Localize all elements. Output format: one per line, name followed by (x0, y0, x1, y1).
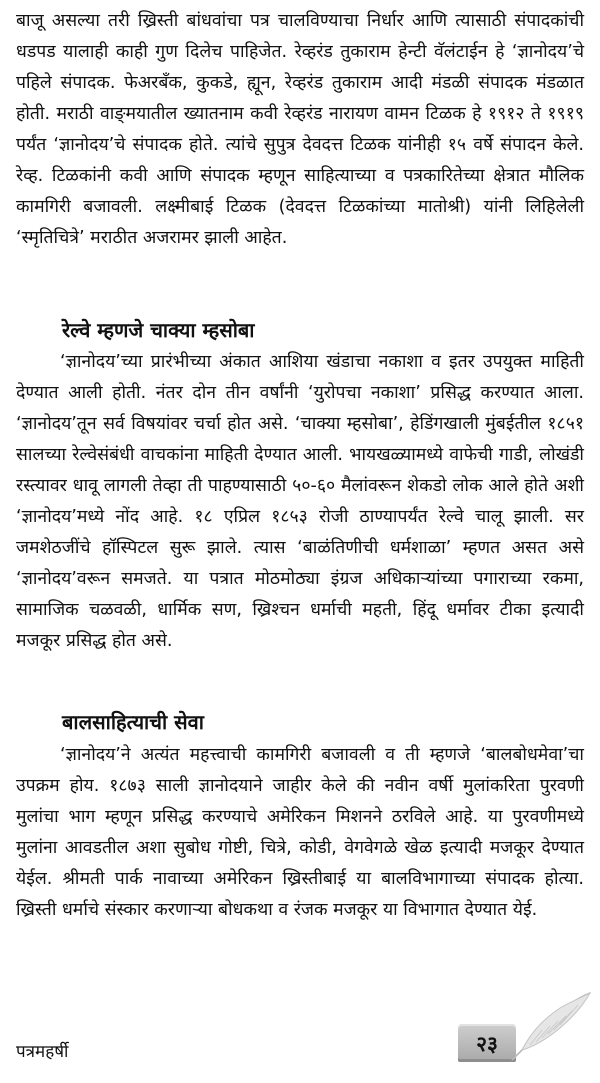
paragraph-3 (16, 740, 584, 926)
paragraph-2-text: ‘ज्ञानोदय’च्या प्रारंभीच्या अंकात आशिया खंडाचा नकाशा व इतर उपयुक्त माहिती देण्यात आली होती. नंतर दोन तीन वर्षांनी ‘युरोपचा नकाशा’ प्रसिद्ध करण्यात आला. ‘ज्ञानोदय’तून सर्व विषयांवर चर्चा होत असे. ‘चाक्या म्हसोबा’, हेडिंगखाली मुंबईतील १८५१ सालच्या रेल्वेसंबंधी वाचकांना माहिती देण्यात आली. भायखळ्यामध्ये वाफेची गाडी, लोखंडी रस्त्यावर धावू लागली तेव्हा ती पाहण्यासाठी ५०-६० मैलांवरून शेकडो लोक आले होते अशी ‘ज्ञानोदय’मध्ये नोंद आहे. १८ एप्रिल १८५३ रोजी ठाण्यापर्यंत रेल्वे चालू झाली. सर जमशेठजींचे हॉस्पिटल सुरू झाले. त्यास ‘बाळंतिणीची धर्मशाळा’ म्हणत असत असे ‘ज्ञानोदय’वरून समजते. या पत्रात मोठमोठ्या इंग्रज अधिकाऱ्यांच्या पगाराच्या रकमा, सामाजिक चळवळी, धार्मिक सण, ख्रिश्चन धर्माची महती, हिंदू धर्मावर टीका इत्यादी मजकूर प्रसिद्ध होत असे. (16, 352, 584, 651)
paragraph-2 (16, 347, 584, 657)
page-number: २३ (476, 1032, 498, 1056)
paragraph-1: बाजू असल्या तरी ख्रिस्ती बांधवांचा पत्र चालविण्याचा निर्धार आणि त्यासाठी संपादकांची धडपड यालाही काही गुण दिलेच पाहिजेत. रेव्हरंड तुकाराम हेन्टी वॅलंटाईन हे ‘ज्ञानोदय’चे पहिले संपादक. फेअरबँक, कुकडे, ह्यून, रेव्हरंड तुकाराम आदी मंडळी संपादक मंडळात होती. मराठी वाङ्‌मयातील ख्यातनाम कवी रेव्हरंड नारायण वामन टिळक हे १९१२ ते १९१९ पर्यंत ‘ज्ञानोदय’चे संपादक होते. त्यांचे सुपुत्र देवदत्त टिळक यांनीही १५ वर्षे संपादन केले. रेव्ह. टिळकांनी कवी आणि संपादक म्हणून साहित्याच्या व पत्रकारितेच्या क्षेत्रात मौलिक कामगिरी बजावली. लक्ष्मीबाई टिळक (देवदत्त टिळकांच्या मातोश्री) यांनी लिहिलेली ‘स्मृतिचित्रे’ मराठीत अजरामर झाली आहेत. (16, 11, 584, 248)
section-heading-railway: रेल्वे म्हणजे चाक्या म्हसोबा (62, 318, 255, 342)
paragraph-3-text: ‘ज्ञानोदय’ने अत्यंत महत्त्वाची कामगिरी बजावली व ती म्हणजे ‘बालबोधमेवा’चा उपक्रम होय. १८७३ साली ज्ञानोदयाने जाहीर केले की नवीन वर्षी मुलांकरिता पुरवणी मुलांचा भाग म्हणून प्रसिद्ध करण्याचे अमेरिकन मिशनने ठरविले आहे. या पुरवणीमध्ये मुलांना आवडतील अशा सुबोध गोष्टी, चित्रे, कोडी, वेगवेगळे खेळ इत्यादी मजकूर देण्यात येईल. श्रीमती पार्क नावाच्या अमेरिकन ख्रिस्तीबाई या बालविभागाच्या संपादक होत्या. ख्रिस्ती धर्माचे संस्कार करणाऱ्या बोधकथा व रंजक मजकूर या विभागात देण्यात येई. (16, 745, 584, 920)
section-heading-child-literature: बालसाहित्याची सेवा (62, 710, 204, 734)
feather-quill-icon (508, 990, 594, 1062)
footer-book-title: पत्रमहर्षी (16, 1042, 69, 1062)
